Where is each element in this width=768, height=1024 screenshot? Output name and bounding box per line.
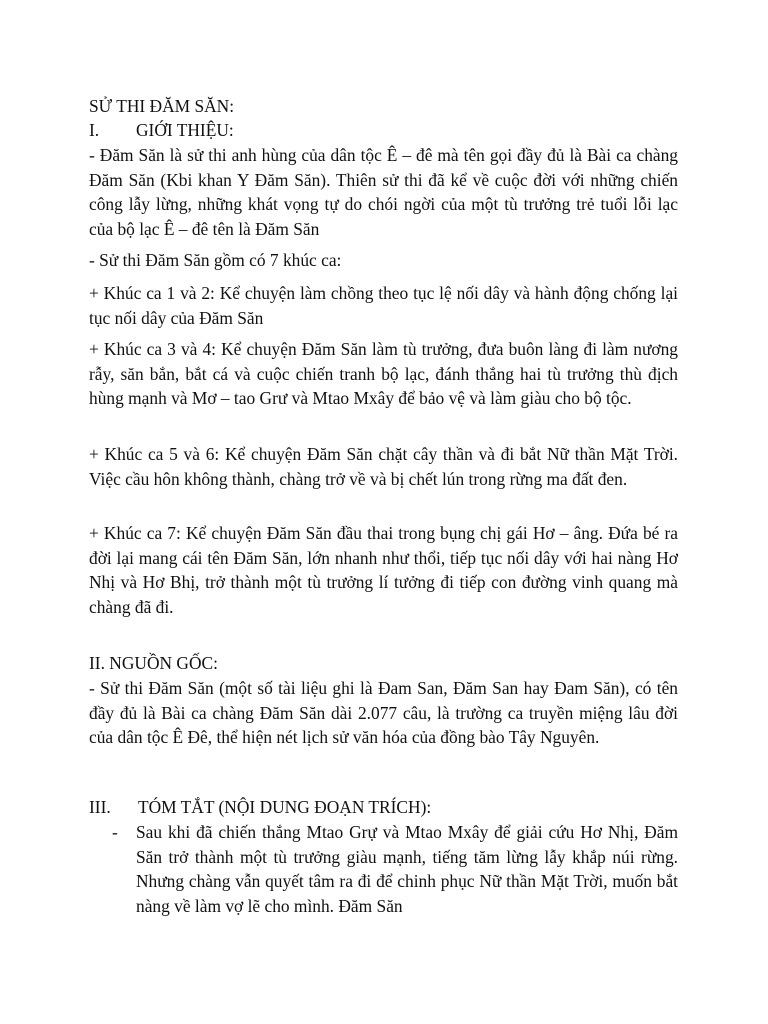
- section-3-title: TÓM TẮT (NỘI DUNG ĐOẠN TRÍCH):: [138, 797, 432, 817]
- section-1-title: GIỚI THIỆU:: [136, 120, 234, 140]
- section-1-intro: - Đăm Săn là sử thi anh hùng của dân tộc Ê – đê mà tên gọi đầy đủ là Bài ca chàng Đăm Săn (Kbi khan Y Đăm Săn). Thiên sử thi đã kể về cuộc đời với những chiến công lẫy lừng, những khát vọng tự do chói ngời của một tù trưởng trẻ tuổi lỗi lạc của bộ lạc Ê – đê tên là Đăm Săn: [89, 145, 678, 239]
- section-2-heading: II. NGUỒN GỐC:: [89, 653, 218, 673]
- songs-intro: - Sử thi Đăm Săn gồm có 7 khúc ca:: [89, 250, 342, 270]
- section-1-number: I.: [89, 120, 100, 140]
- song-paragraph-1: + Khúc ca 1 và 2: Kể chuyện làm chồng theo tục lệ nối dây và hành động chống lại tục nối dây của Đăm Săn: [89, 283, 678, 328]
- section-2-body: - Sử thi Đăm Săn (một số tài liệu ghi là Đam San, Đăm San hay Đam Săn), có tên đầy đủ là Bài ca chàng Đăm Săn dài 2.077 câu, là trường ca truyền miệng lâu đời của dân tộc Ê Đê, thể hiện nét lịch sử văn hóa của đồng bào Tây Nguyên.: [89, 678, 678, 747]
- section-3-bullet: -: [112, 822, 118, 842]
- song-paragraph-2: + Khúc ca 3 và 4: Kể chuyện Đăm Săn làm tù trưởng, đưa buôn làng đi làm nương rẫy, săn bắn, bắt cá và cuộc chiến tranh bộ lạc, đánh thắng hai tù trưởng thù địch hùng mạnh và Mơ – tao Grư và Mtao Mxây để bảo vệ và làm giàu cho bộ tộc.: [89, 339, 678, 408]
- song-paragraph-4: + Khúc ca 7: Kể chuyện Đăm Săn đầu thai trong bụng chị gái Hơ – âng. Đứa bé ra đời lại mang cái tên Đăm Săn, lớn nhanh như thổi, tiếp tục nối dây với hai nàng Hơ Nhị và Hơ Bhị, trở thành một tù trưởng lí tưởng đi tiếp con đường vinh quang mà chàng đã đi.: [89, 523, 678, 617]
- section-3-number: III.: [89, 797, 111, 817]
- song-paragraph-3: + Khúc ca 5 và 6: Kể chuyện Đăm Săn chặt cây thần và đi bắt Nữ thần Mặt Trời. Việc cầu hôn không thành, chàng trở về và bị chết lún trong rừng ma đất đen.: [89, 444, 678, 489]
- section-3-body: Sau khi đã chiến thắng Mtao Grự và Mtao Mxây để giải cứu Hơ Nhị, Đăm Săn trở thành một tù trưởng giàu mạnh, tiếng tăm lừng lẫy khắp núi rừng. Nhưng chàng vẫn quyết tâm ra đi để chinh phục Nữ thần Mặt Trời, muốn bắt nàng về làm vợ lẽ cho mình. Đăm Săn: [136, 822, 678, 916]
- document-title: SỬ THI ĐĂM SĂN:: [89, 96, 235, 116]
- section-1-heading: [89, 118, 234, 143]
- section-3-heading: [89, 795, 431, 820]
